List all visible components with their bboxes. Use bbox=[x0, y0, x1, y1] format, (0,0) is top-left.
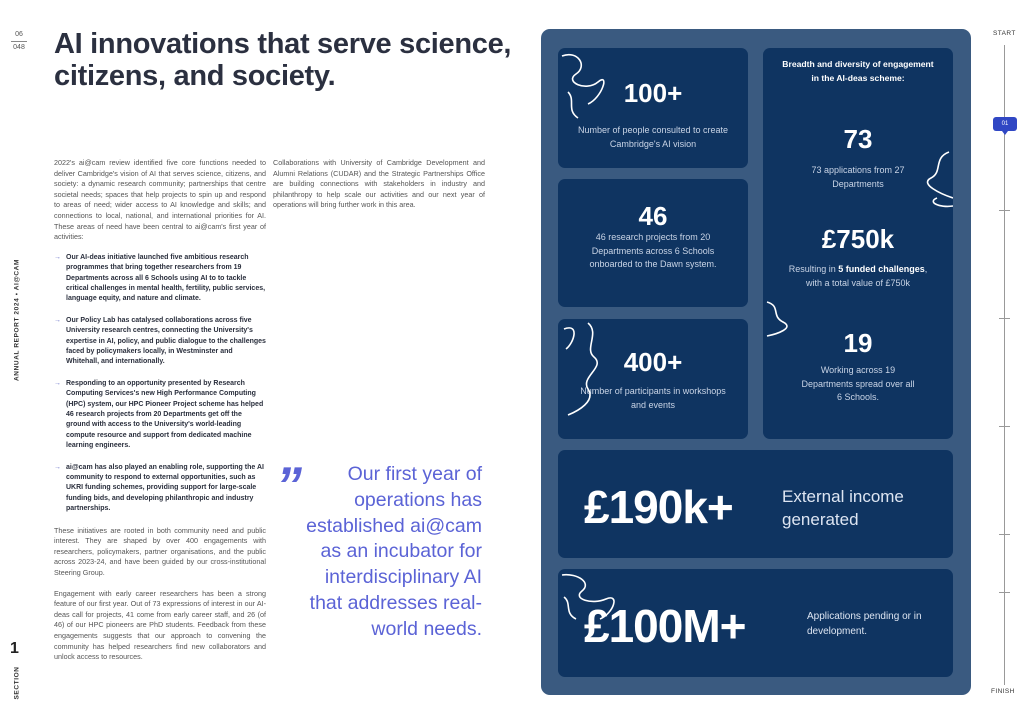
timeline-tick bbox=[999, 534, 1010, 535]
stat-description: External income generated bbox=[782, 487, 904, 529]
stat-card-aideas bbox=[763, 48, 953, 439]
stats-panel bbox=[541, 29, 971, 695]
page-title: AI innovations that serve science, citizens, and society. bbox=[54, 28, 512, 92]
stat-description: Working across 19 Departments spread over all 6 Schools. bbox=[801, 365, 915, 402]
aideas-heading: Breadth and diversity of engagement in the AI-deas scheme: bbox=[782, 59, 934, 83]
list-item: → Our Policy Lab has catalysed collaborations across five University research centres, connecting the University's expertise in AI, policy, and public dialogue to the challenges faced by policymakers locally, in Westminster and Whitehall, and internationally. bbox=[54, 316, 266, 368]
pull-quote: Our first year of operations has established ai@cam as an incubator for interdisciplinary AI that addresses real-world needs. bbox=[306, 463, 482, 640]
initiatives-paragraph: These initiatives are rooted in both community need and public interest. They are shaped by over 400 engagements with researchers, policymakers, partner organisations, and the public across 2023-24, and have been guided by our cross-institutional Steering Group. bbox=[54, 525, 266, 578]
timeline-tick bbox=[999, 210, 1010, 211]
stat-description: Number of people consulted to create Cambridge's AI vision bbox=[577, 125, 729, 149]
section-number: 1 bbox=[10, 640, 19, 657]
stat-card-projects bbox=[558, 179, 748, 307]
timeline-finish-label: FINISH bbox=[991, 688, 1015, 695]
stat-card-participants bbox=[558, 319, 748, 439]
timeline-tick bbox=[999, 318, 1010, 319]
section-label: SECTION bbox=[13, 666, 21, 700]
page-number-rule bbox=[11, 41, 27, 42]
intro-paragraph: 2022's ai@cam review identified five core functions needed to deliver Cambridge's vision of AI that serves science, citizens, and society: a dynamic research community; partnerships that centre societal needs; spaces that help projects to spin up and respond to areas of need; wider access to AI knowledge and skills; and connections to local, national, and international priorities for AI. These areas of need have been central to ai@cam's first year of activities: bbox=[54, 158, 266, 242]
activities-list bbox=[54, 253, 266, 515]
squiggle-icon bbox=[913, 148, 953, 208]
funding-highlight: 5 funded challenges bbox=[838, 264, 925, 274]
list-item: → Our AI-deas initiative launched five ambitious research programmes that bring together researchers from 19 Departments across all 6 Schools using AI to to tackle critical challenges in mental health, fertility, public services, language equity, and nature and climate. bbox=[54, 253, 266, 305]
text-column-right bbox=[273, 158, 485, 221]
stat-value: 46 bbox=[638, 201, 668, 231]
stat-description: 73 applications from 27 Departments bbox=[811, 165, 905, 189]
report-label: ANNUAL REPORT 2024 • AI@CAM bbox=[13, 259, 21, 381]
stat-description: Number of participants in workshops and events bbox=[580, 386, 726, 410]
timeline-line bbox=[1004, 45, 1005, 685]
stat-description: Applications pending or in development. bbox=[807, 611, 922, 637]
stat-value: 19 bbox=[843, 328, 873, 358]
stat-value: 100+ bbox=[623, 78, 683, 108]
stat-card-income bbox=[558, 450, 953, 558]
stat-value: 73 bbox=[843, 124, 873, 154]
stat-value: £100M+ bbox=[584, 600, 746, 652]
timeline-start-label: START bbox=[993, 30, 1016, 37]
stat-card-pending bbox=[558, 569, 953, 677]
page-number bbox=[8, 30, 30, 53]
collaborations-paragraph: Collaborations with University of Cambridge Development and Alumni Relations (CUDAR) and the Strategic Partnerships Office are building connections with stakeholders in industry and philanthropy to help scale our activities and our next year of operations will bring further work in this area. bbox=[273, 158, 485, 210]
list-item: → Responding to an opportunity presented by Research Computing Services's new High Performance Computing (HPC) system, our HPC Pioneer Project scheme has helped 46 research projects from 20 Departments get off the ground with access to the University's world-leading compute resource and support from dedicated machine learning engineers. bbox=[54, 379, 266, 452]
funding-text: Resulting in bbox=[788, 264, 839, 274]
page-number-top: 06 bbox=[15, 31, 23, 38]
timeline-tick bbox=[999, 426, 1010, 427]
stat-value: £750k bbox=[821, 224, 895, 254]
page-number-bottom: 048 bbox=[13, 44, 25, 51]
stat-value: 400+ bbox=[623, 347, 683, 377]
stat-card-people bbox=[558, 48, 748, 168]
stat-description bbox=[788, 263, 928, 290]
quote-mark-icon: ” bbox=[276, 457, 302, 515]
stat-value: £190k+ bbox=[584, 481, 733, 533]
early-career-paragraph: Engagement with early career researchers has been a strong feature of our first year. Out of 73 expressions of interest in our AI-deas call for projects, 41 come from early career staff, and 26 (of 46) of our HPC pioneers are PhD students. Feedback from these engagements suggests that our approach to convening the community has helped researchers find new collaborators and unlock access to resources. bbox=[54, 588, 266, 662]
funding-text-end: , with a total value of £750k bbox=[805, 264, 928, 288]
stat-description: 46 research projects from 20 Departments across 6 Schools onboarded to the Dawn system. bbox=[589, 232, 717, 269]
text-column-left bbox=[54, 158, 266, 673]
timeline-marker[interactable]: 01 bbox=[993, 117, 1017, 131]
timeline-tick bbox=[999, 592, 1010, 593]
list-item: → ai@cam has also played an enabling role, supporting the AI community to respond to external opportunities, such as UKRI funding schemes, providing support for large-scale funding bids, and developing philanthropic and industry partnerships. bbox=[54, 463, 266, 515]
